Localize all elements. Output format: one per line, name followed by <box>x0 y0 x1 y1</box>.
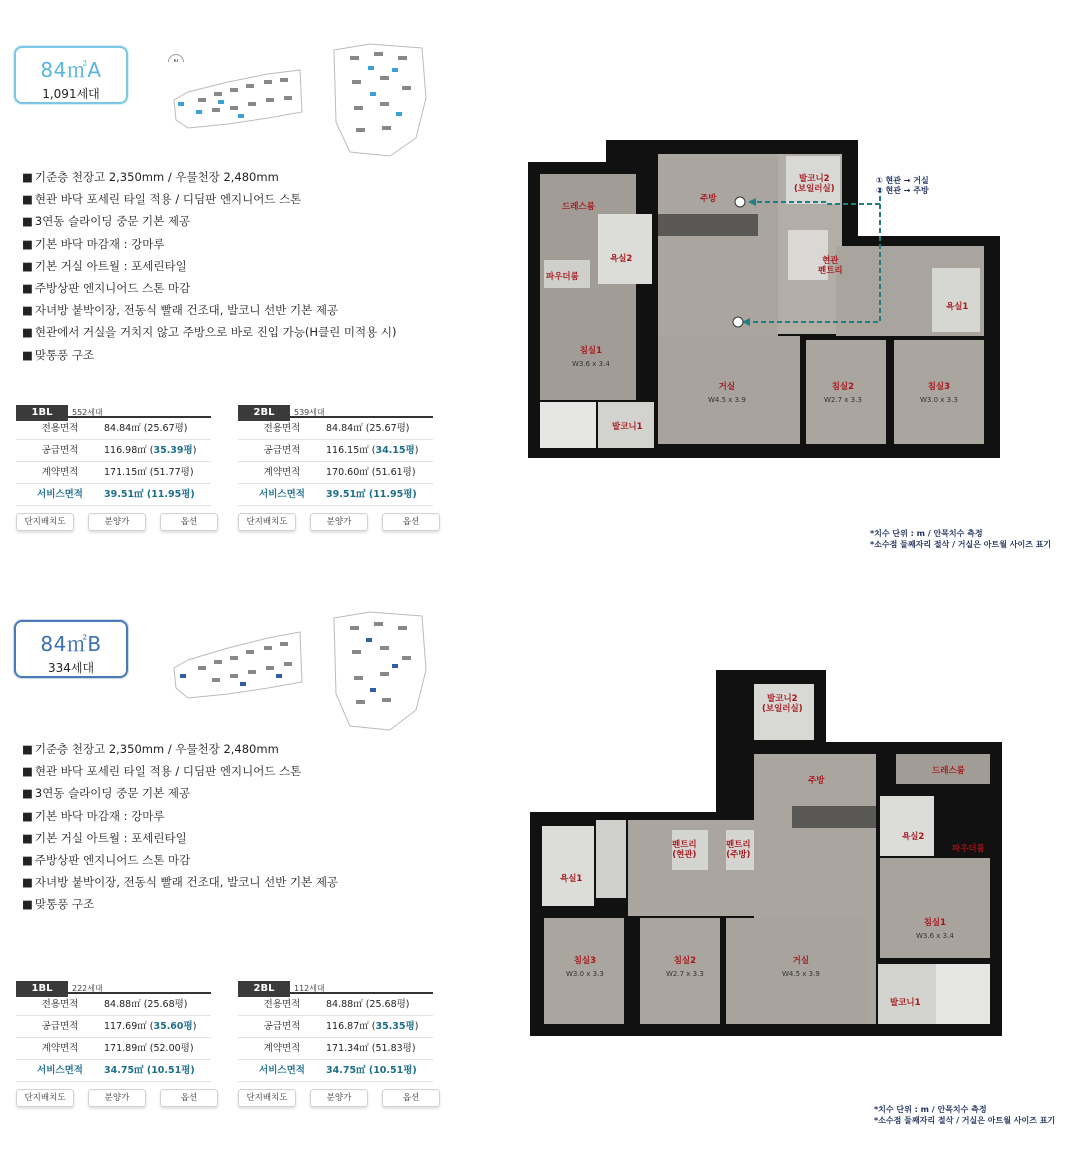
site-plan-button[interactable]: 단지배치도 <box>238 1089 296 1107</box>
room-label-powder: 파우더룸 <box>952 844 985 854</box>
balcony2-name: 발코니2 <box>767 694 798 704</box>
row-value: 84.88㎡ (25.68평) <box>326 999 410 1010</box>
pantry1-sub: (현관) <box>672 850 697 860</box>
row-label: 계약면적 <box>41 1043 79 1054</box>
area-table-1bl <box>16 400 211 506</box>
floor-plan-b <box>530 670 1002 1036</box>
row-label: 전용면적 <box>263 999 301 1010</box>
bed1-size: W3.6 x 3.4 <box>916 932 954 940</box>
site-plan-button[interactable]: 단지배치도 <box>16 513 74 531</box>
row-value: 171.89㎡ (52.00평) <box>104 1043 194 1054</box>
pantry2-sub: (주방) <box>726 850 751 860</box>
row-label: 서비스면적 <box>259 1065 305 1076</box>
option-button[interactable]: 옵션 <box>160 1089 218 1107</box>
living-size: W4.5 x 3.9 <box>708 396 746 404</box>
price-button[interactable]: 분양가 <box>310 513 368 531</box>
room-label-bed2 <box>666 956 704 979</box>
site-keyplan-map-2bl <box>330 42 430 160</box>
site-plan-button[interactable]: 단지배치도 <box>238 513 296 531</box>
bed1-size: W3.6 x 3.4 <box>572 360 610 368</box>
north-compass-icon: N <box>168 632 184 648</box>
table-row <box>16 418 211 440</box>
action-buttons-1bl <box>16 1089 218 1107</box>
feature-item: ■ 기본 바닥 마감재 : 강마루 <box>22 805 338 827</box>
row-value-highlight: 35.35평 <box>375 1021 415 1032</box>
feature-item: ■ 주방상판 엔지니어드 스톤 마감 <box>22 277 396 299</box>
row-value-main: 116.98㎡ ( <box>104 445 154 456</box>
route-item: ② 현관 → 주방 <box>876 186 929 195</box>
row-value: 84.88㎡ (25.68평) <box>104 999 188 1010</box>
table-row <box>16 1060 211 1082</box>
option-button[interactable]: 옵션 <box>382 513 440 531</box>
bed3-size: W3.0 x 3.3 <box>920 396 958 404</box>
feature-item: ■ 기본 바닥 마감재 : 강마루 <box>22 233 396 255</box>
row-value-tail: ) <box>414 445 419 456</box>
row-value: 39.51㎡ (11.95평) <box>104 489 195 500</box>
site-keyplan-map-2bl <box>330 610 430 734</box>
type-b-label: 84㎡B <box>40 632 102 656</box>
row-value-main: 116.87㎡ ( <box>326 1021 376 1032</box>
row-value-highlight: 35.60평 <box>153 1021 193 1032</box>
block-count: 539세대 <box>294 408 325 417</box>
bed2-name: 침실2 <box>831 382 855 392</box>
room-label-powder: 파우더룸 <box>546 272 579 282</box>
table-row <box>238 1038 433 1060</box>
row-value-tail: ) <box>414 1021 419 1032</box>
pantry1-name: 펜트리 <box>672 840 697 850</box>
row-label: 서비스면적 <box>37 489 83 500</box>
row-label: 공급면적 <box>263 445 301 456</box>
table-row <box>238 1060 433 1082</box>
row-label: 전용면적 <box>263 423 301 434</box>
balcony2-sub: (보일러실) <box>762 704 803 714</box>
feature-item: ■ 기준층 천장고 2,350mm / 우물천장 2,480mm <box>22 738 338 760</box>
price-button[interactable]: 분양가 <box>88 513 146 531</box>
type-a-feature-list <box>22 166 396 366</box>
feature-item: ■ 기본 거실 아트월 : 포세린타일 <box>22 255 396 277</box>
room-label-kitchen: 주방 <box>808 776 825 786</box>
feature-item: ■ 맞통풍 구조 <box>22 344 396 366</box>
feature-item: ■ 3연동 슬라이딩 중문 기본 제공 <box>22 210 396 232</box>
feature-item: ■ 현관에서 거실을 거치지 않고 주방으로 바로 진입 가능(H클린 미적용 시) <box>22 321 396 343</box>
row-label: 서비스면적 <box>37 1065 83 1076</box>
north-compass-icon: N <box>168 54 184 70</box>
feature-item: ■ 현관 바닥 포세린 타일 적용 / 디딤판 엔지니어드 스톤 <box>22 760 338 782</box>
table-row <box>16 1038 211 1060</box>
room-label-bed1 <box>916 918 954 941</box>
bed3-name: 침실3 <box>573 956 597 966</box>
room-label-living <box>782 956 820 979</box>
bed2-size: W2.7 x 3.3 <box>666 970 704 978</box>
pantry2-name: 펜트리 <box>726 840 751 850</box>
row-label: 공급면적 <box>41 445 79 456</box>
bed3-name: 침실3 <box>927 382 951 392</box>
row-label: 전용면적 <box>41 423 79 434</box>
row-value: 171.34㎡ (51.83평) <box>326 1043 416 1054</box>
row-value <box>104 1016 211 1037</box>
note-line: *소수점 둘째자리 절삭 / 거실은 아트월 사이즈 표기 <box>870 540 1052 549</box>
living-size: W4.5 x 3.9 <box>782 970 820 978</box>
row-value-main: 117.69㎡ ( <box>104 1021 154 1032</box>
room-label-balcony1: 발코니1 <box>890 998 921 1008</box>
plan-notes <box>874 1104 1055 1126</box>
entrance-pantry: 펜트리 <box>818 266 843 276</box>
row-label: 전용면적 <box>41 999 79 1010</box>
row-value: 84.84㎡ (25.67평) <box>326 423 410 434</box>
living-name: 거실 <box>718 382 736 392</box>
table-row <box>16 440 211 462</box>
feature-item: ■ 3연동 슬라이딩 중문 기본 제공 <box>22 782 338 804</box>
bed1-name: 침실1 <box>923 918 947 928</box>
type-a-units: 1,091세대 <box>42 87 100 101</box>
feature-item: ■ 기본 거실 아트월 : 포세린타일 <box>22 827 338 849</box>
room-label-bed3 <box>566 956 604 979</box>
row-value-main: 116.15㎡ ( <box>326 445 376 456</box>
feature-item: ■ 맞통풍 구조 <box>22 893 338 915</box>
type-a-label: 84㎡A <box>40 58 102 82</box>
site-plan-button[interactable]: 단지배치도 <box>16 1089 74 1107</box>
balcony2-sub: (보일러실) <box>794 184 835 194</box>
feature-item: ■ 자녀방 붙박이장, 전동식 빨래 건조대, 발코니 선반 기본 제공 <box>22 871 338 893</box>
row-value: 170.60㎡ (51.61평) <box>326 467 416 478</box>
table-row <box>16 1016 211 1038</box>
type-b-feature-list <box>22 738 338 916</box>
room-label-bath1: 욕실1 <box>946 302 969 312</box>
type-b-section <box>0 576 1080 1152</box>
room-label-pantry-entrance <box>672 840 697 860</box>
feature-item: ■ 자녀방 붙박이장, 전동식 빨래 건조대, 발코니 선반 기본 제공 <box>22 299 396 321</box>
room-label-bath2: 욕실2 <box>902 832 925 842</box>
block-tag: 2BL <box>238 981 290 997</box>
option-button[interactable]: 옵션 <box>382 1089 440 1107</box>
row-value-tail: ) <box>192 445 197 456</box>
table-row <box>238 440 433 462</box>
route-legend <box>876 176 929 196</box>
row-value: 84.84㎡ (25.67평) <box>104 423 188 434</box>
row-value-highlight: 34.15평 <box>375 445 415 456</box>
room-label-balcony2 <box>762 694 803 714</box>
area-table-2bl <box>238 976 433 1082</box>
row-value: 34.75㎡ (10.51평) <box>104 1065 195 1076</box>
row-value-highlight: 35.39평 <box>153 445 193 456</box>
block-count: 552세대 <box>72 408 103 417</box>
row-label: 계약면적 <box>263 467 301 478</box>
row-value: 34.75㎡ (10.51평) <box>326 1065 417 1076</box>
entrance-name: 현관 <box>822 256 839 266</box>
row-label: 공급면적 <box>41 1021 79 1032</box>
action-buttons-1bl <box>16 513 218 531</box>
note-line: *치수 단위 : m / 안목치수 측정 <box>874 1105 987 1114</box>
balcony2-name: 발코니2 <box>799 174 830 184</box>
site-keyplan-map-1bl <box>168 626 308 706</box>
area-table-2bl <box>238 400 433 506</box>
table-row <box>16 462 211 484</box>
row-value <box>326 440 433 461</box>
table-row <box>238 484 433 506</box>
block-tag: 1BL <box>16 405 68 421</box>
option-button[interactable]: 옵션 <box>160 513 218 531</box>
room-label-dress: 드레스룸 <box>562 202 595 212</box>
table-row <box>238 418 433 440</box>
room-label-kitchen: 주방 <box>700 194 717 204</box>
entry-route-arrows <box>528 140 1000 458</box>
bed2-size: W2.7 x 3.3 <box>824 396 862 404</box>
bed2-name: 침실2 <box>673 956 697 966</box>
row-value-tail: ) <box>192 1021 197 1032</box>
feature-item: ■ 주방상판 엔지니어드 스톤 마감 <box>22 849 338 871</box>
table-row <box>16 994 211 1016</box>
type-b-units: 334세대 <box>47 661 95 675</box>
site-keyplan-map-1bl <box>168 62 308 134</box>
type-a-badge <box>14 46 128 104</box>
action-buttons-2bl <box>238 513 440 531</box>
room-label-pantry-kitchen <box>726 840 751 860</box>
row-label: 공급면적 <box>263 1021 301 1032</box>
price-button[interactable]: 분양가 <box>88 1089 146 1107</box>
floor-plan-a <box>528 140 1000 458</box>
feature-item: ■ 기준층 천장고 2,350mm / 우물천장 2,480mm <box>22 166 396 188</box>
route-item: ① 현관 → 거실 <box>876 176 929 185</box>
note-line: *치수 단위 : m / 안목치수 측정 <box>870 529 983 538</box>
row-value <box>104 440 211 461</box>
table-row <box>16 484 211 506</box>
row-label: 계약면적 <box>41 467 79 478</box>
type-b-badge <box>14 620 128 678</box>
row-value <box>326 1016 433 1037</box>
bed1-name: 침실1 <box>579 346 603 356</box>
table-row <box>238 1016 433 1038</box>
block-tag: 1BL <box>16 981 68 997</box>
room-label-dress: 드레스룸 <box>932 766 965 776</box>
room-label-bath1: 욕실1 <box>560 874 583 884</box>
note-line: *소수점 둘째자리 절삭 / 거실은 아트월 사이즈 표기 <box>874 1116 1056 1125</box>
row-label: 서비스면적 <box>259 489 305 500</box>
living-name: 거실 <box>792 956 810 966</box>
bed3-size: W3.0 x 3.3 <box>566 970 604 978</box>
room-label-bath2: 욕실2 <box>610 254 633 264</box>
room-label-balcony1: 발코니1 <box>612 422 643 432</box>
row-label: 계약면적 <box>263 1043 301 1054</box>
block-count: 222세대 <box>72 984 103 993</box>
block-count: 112세대 <box>294 984 325 993</box>
table-row <box>238 994 433 1016</box>
row-value: 171.15㎡ (51.77평) <box>104 467 194 478</box>
table-row <box>238 462 433 484</box>
block-tag: 2BL <box>238 405 290 421</box>
feature-item: ■ 현관 바닥 포세린 타일 적용 / 디딤판 엔지니어드 스톤 <box>22 188 396 210</box>
row-value: 39.51㎡ (11.95평) <box>326 489 417 500</box>
area-table-1bl <box>16 976 211 1082</box>
action-buttons-2bl <box>238 1089 440 1107</box>
plan-notes <box>870 528 1051 550</box>
price-button[interactable]: 분양가 <box>310 1089 368 1107</box>
